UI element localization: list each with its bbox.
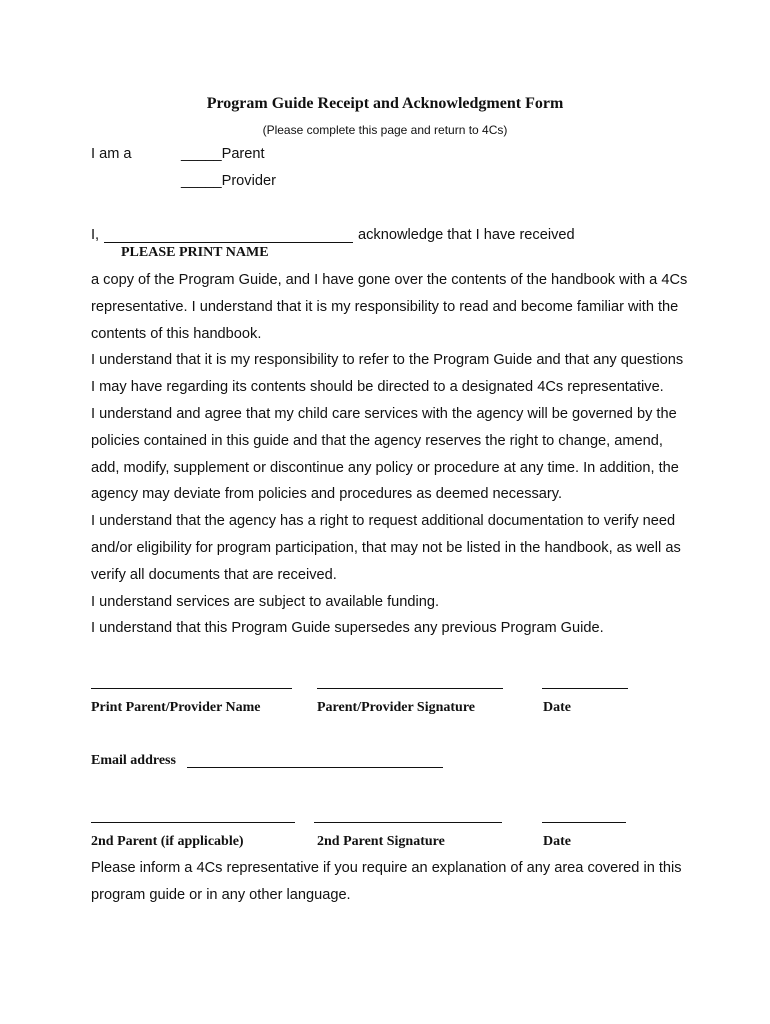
second-parent-name-line[interactable] xyxy=(91,822,295,823)
i-prefix: I, xyxy=(91,227,100,243)
closing-text: Please inform a 4Cs representative if you require an explanation of any area covered in this program guide or in any other language. xyxy=(91,860,682,903)
print-name-line[interactable] xyxy=(104,242,353,243)
parent-signature-line[interactable] xyxy=(317,688,503,689)
acknowledge-text: acknowledge that I have received xyxy=(358,227,575,243)
second-date-label: Date xyxy=(543,834,571,849)
form-title: Program Guide Receipt and Acknowledgment Form xyxy=(206,95,564,112)
print-parent-name-label: Print Parent/Provider Name xyxy=(91,700,261,715)
i-am-a-label: I am a xyxy=(91,146,132,162)
date-line[interactable] xyxy=(542,688,628,689)
print-parent-name-line[interactable] xyxy=(91,688,292,689)
email-line[interactable] xyxy=(187,767,443,768)
paragraph-1: a copy of the Program Guide, and I have gone over the contents of the handbook with a 4Cs representative. I understand that it is my responsibility to read and become familiar with the contents of this handbook. xyxy=(91,272,688,342)
paragraph-5: I understand services are subject to available funding. xyxy=(91,593,440,610)
parent-option[interactable]: _____Parent xyxy=(181,146,265,162)
paragraph-6: I understand that this Program Guide supersedes any previous Program Guide. xyxy=(91,620,604,637)
paragraph-2: I understand that it is my responsibility to refer to the Program Guide and that any questions I may have regarding its contents should be directed to a designated 4Cs representative. xyxy=(91,352,684,396)
body-text xyxy=(91,267,691,642)
paragraph-4: I understand that the agency has a right to request additional documentation to verify need and/or eligibility for program participation, that may not be listed in the handbook, as well as verify all documents that are received. xyxy=(91,513,681,583)
paragraph-3: I understand and agree that my child care services with the agency will be governed by the policies contained in this guide and that the agency reserves the right to change, amend, add, modify, supplement or discontinue any policy or procedure at any time. In addition, the agency may deviate from policies and procedures as deemed necessary. xyxy=(91,405,679,503)
date-label: Date xyxy=(543,700,571,715)
email-label: Email address xyxy=(91,753,176,768)
parent-signature-label: Parent/Provider Signature xyxy=(317,700,476,715)
second-date-line[interactable] xyxy=(542,822,626,823)
provider-option[interactable]: _____Provider xyxy=(181,173,276,189)
form-subtitle: (Please complete this page and return to 4Cs) xyxy=(262,123,508,137)
print-name-caption: PLEASE PRINT NAME xyxy=(121,245,269,260)
second-parent-signature-line[interactable] xyxy=(314,822,502,823)
second-parent-label: 2nd Parent (if applicable) xyxy=(91,834,244,849)
second-parent-signature-label: 2nd Parent Signature xyxy=(317,834,445,849)
